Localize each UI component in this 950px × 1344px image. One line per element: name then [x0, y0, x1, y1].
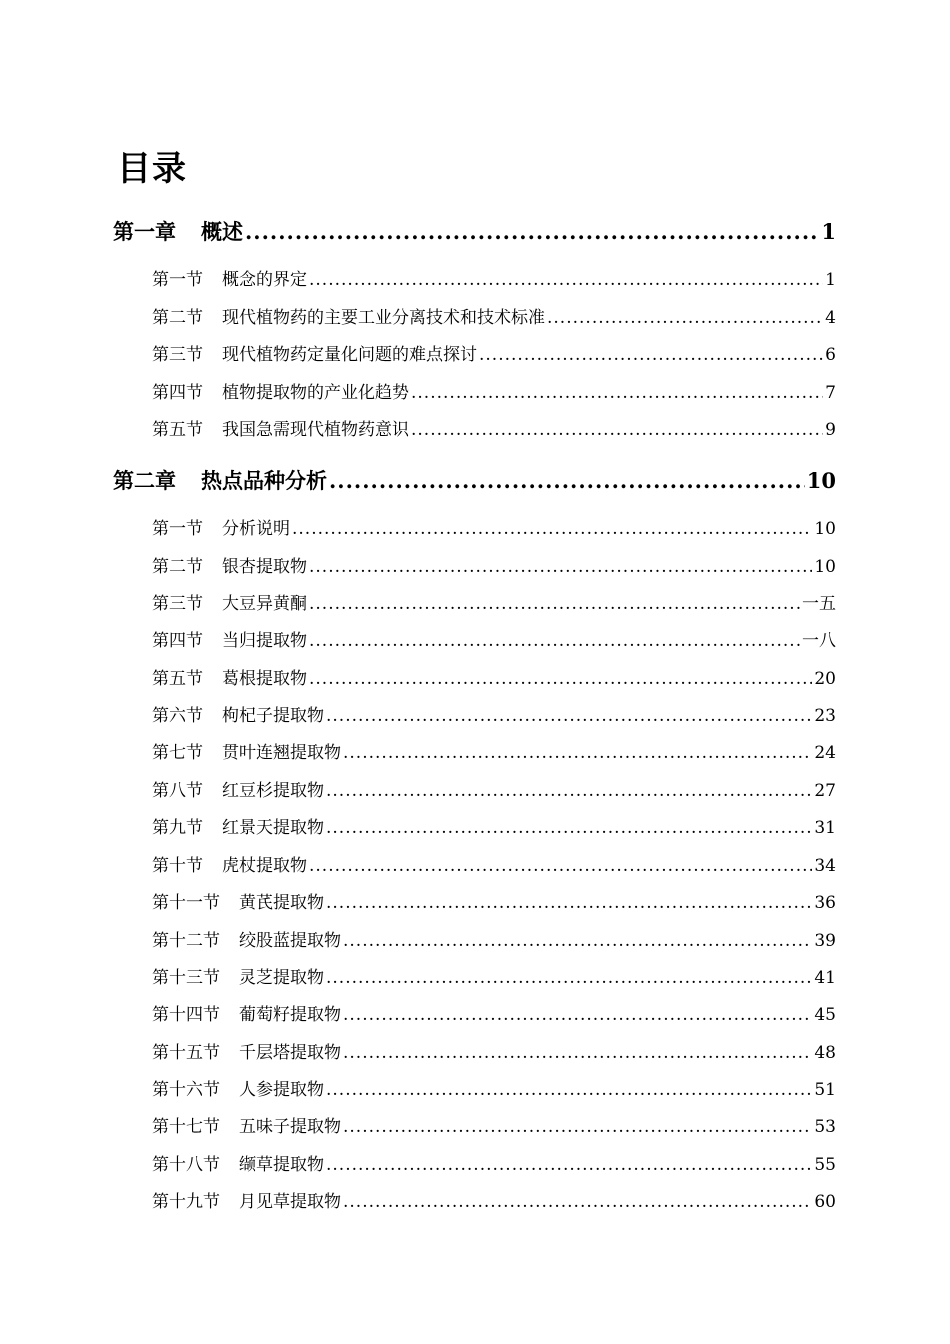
toc-section[interactable]	[152, 1040, 836, 1066]
dot-leader	[411, 417, 823, 443]
section-title: 月见草提取物	[239, 1192, 341, 1212]
dot-leader	[326, 778, 812, 804]
dot-leader	[343, 1114, 812, 1140]
toc-section[interactable]	[152, 305, 836, 331]
dot-leader	[245, 217, 819, 247]
toc-chapter-1[interactable]	[113, 217, 836, 247]
toc-section[interactable]	[152, 628, 836, 654]
toc-section[interactable]	[152, 1002, 836, 1028]
section-number: 第四节	[152, 383, 203, 403]
section-title: 贯叶连翘提取物	[222, 743, 341, 763]
toc-section[interactable]	[152, 1152, 836, 1178]
section-title: 红景天提取物	[222, 818, 324, 838]
dot-leader	[292, 516, 812, 542]
section-number: 第十九节	[152, 1192, 220, 1212]
page-number: 51	[814, 1080, 836, 1100]
page-number: 23	[814, 706, 836, 726]
section-number: 第三节	[152, 594, 203, 614]
page-number: 10	[814, 557, 836, 577]
section-number: 第十三节	[152, 968, 220, 988]
section-number: 第四节	[152, 631, 203, 651]
section-title: 红豆杉提取物	[222, 781, 324, 801]
page-number: 60	[814, 1192, 836, 1212]
dot-leader	[326, 965, 812, 991]
toc-section[interactable]	[152, 853, 836, 879]
page-number: 1	[821, 219, 836, 244]
dot-leader	[343, 740, 812, 766]
page-number: 20	[814, 669, 836, 689]
page-number: 36	[814, 893, 836, 913]
dot-leader	[309, 591, 800, 617]
section-number: 第十节	[152, 856, 203, 876]
toc-section[interactable]	[152, 516, 836, 542]
dot-leader	[326, 890, 812, 916]
section-number: 第十四节	[152, 1005, 220, 1025]
toc-section[interactable]	[152, 703, 836, 729]
page-number: 9	[825, 420, 836, 440]
dot-leader	[309, 853, 812, 879]
dot-leader	[329, 466, 805, 496]
page-number: 10	[814, 519, 836, 539]
page-number: 31	[814, 818, 836, 838]
page-title: 目录	[117, 149, 187, 189]
toc-section[interactable]	[152, 554, 836, 580]
toc-section[interactable]	[152, 928, 836, 954]
toc-section[interactable]	[152, 1114, 836, 1140]
dot-leader	[411, 380, 823, 406]
page-number: 55	[814, 1155, 836, 1175]
dot-leader	[343, 1040, 812, 1066]
dot-leader	[547, 305, 823, 331]
section-title: 现代植物药定量化问题的难点探讨	[222, 345, 477, 365]
toc-chapter-2[interactable]	[113, 466, 836, 496]
section-number: 第二节	[152, 308, 203, 328]
toc-section[interactable]	[152, 666, 836, 692]
page-number: 41	[814, 968, 836, 988]
section-title: 分析说明	[222, 519, 290, 539]
section-title: 灵芝提取物	[239, 968, 324, 988]
chapter-number: 第二章	[113, 468, 176, 493]
section-title: 银杏提取物	[222, 557, 307, 577]
section-number: 第一节	[152, 519, 203, 539]
page-number: 一五	[802, 594, 836, 614]
section-number: 第九节	[152, 818, 203, 838]
section-number: 第十六节	[152, 1080, 220, 1100]
section-title: 人参提取物	[239, 1080, 324, 1100]
dot-leader	[309, 628, 800, 654]
toc-section[interactable]	[152, 1189, 836, 1215]
section-title: 葡萄籽提取物	[239, 1005, 341, 1025]
dot-leader	[326, 1152, 812, 1178]
toc-section[interactable]	[152, 380, 836, 406]
section-title: 植物提取物的产业化趋势	[222, 383, 409, 403]
page-number: 10	[806, 468, 836, 493]
section-title: 葛根提取物	[222, 669, 307, 689]
section-title: 大豆异黄酮	[222, 594, 307, 614]
section-title: 虎杖提取物	[222, 856, 307, 876]
section-number: 第十二节	[152, 931, 220, 951]
section-title: 缬草提取物	[239, 1155, 324, 1175]
dot-leader	[343, 928, 812, 954]
section-number: 第二节	[152, 557, 203, 577]
section-number: 第十八节	[152, 1155, 220, 1175]
page-number: 4	[825, 308, 836, 328]
toc-section[interactable]	[152, 815, 836, 841]
section-title: 概念的界定	[222, 270, 307, 290]
page-number: 53	[814, 1117, 836, 1137]
page-number: 27	[814, 781, 836, 801]
section-number: 第五节	[152, 669, 203, 689]
dot-leader	[343, 1002, 812, 1028]
page-number: 45	[814, 1005, 836, 1025]
toc-section[interactable]	[152, 965, 836, 991]
section-number: 第一节	[152, 270, 203, 290]
section-title: 我国急需现代植物药意识	[222, 420, 409, 440]
page-number: 6	[825, 345, 836, 365]
toc-section[interactable]	[152, 1077, 836, 1103]
section-title: 绞股蓝提取物	[239, 931, 341, 951]
dot-leader	[479, 342, 823, 368]
dot-leader	[326, 1077, 812, 1103]
page-number: 48	[814, 1043, 836, 1063]
section-number: 第十一节	[152, 893, 220, 913]
section-title: 枸杞子提取物	[222, 706, 324, 726]
dot-leader	[309, 666, 812, 692]
section-number: 第十五节	[152, 1043, 220, 1063]
section-title: 黄芪提取物	[239, 893, 324, 913]
chapter-title: 概述	[201, 219, 243, 244]
dot-leader	[309, 554, 812, 580]
dot-leader	[309, 267, 823, 293]
dot-leader	[343, 1189, 812, 1215]
toc-section[interactable]	[152, 890, 836, 916]
page-number: 39	[814, 931, 836, 951]
toc-section[interactable]	[152, 740, 836, 766]
toc-section[interactable]	[152, 417, 836, 443]
dot-leader	[326, 703, 812, 729]
section-title: 当归提取物	[222, 631, 307, 651]
section-number: 第八节	[152, 781, 203, 801]
page-number: 1	[825, 270, 836, 290]
section-number: 第三节	[152, 345, 203, 365]
dot-leader	[326, 815, 812, 841]
section-number: 第六节	[152, 706, 203, 726]
toc-section[interactable]	[152, 267, 836, 293]
section-title: 五味子提取物	[239, 1117, 341, 1137]
section-title: 千层塔提取物	[239, 1043, 341, 1063]
section-number: 第十七节	[152, 1117, 220, 1137]
toc-section[interactable]	[152, 778, 836, 804]
toc-section[interactable]	[152, 591, 836, 617]
chapter-title: 热点品种分析	[201, 468, 327, 493]
toc-section[interactable]	[152, 342, 836, 368]
page-number: 一八	[802, 631, 836, 651]
page-number: 7	[825, 383, 836, 403]
section-number: 第七节	[152, 743, 203, 763]
page-number: 34	[814, 856, 836, 876]
section-title: 现代植物药的主要工业分离技术和技术标准	[222, 308, 545, 328]
page-number: 24	[814, 743, 836, 763]
section-number: 第五节	[152, 420, 203, 440]
chapter-number: 第一章	[113, 219, 176, 244]
